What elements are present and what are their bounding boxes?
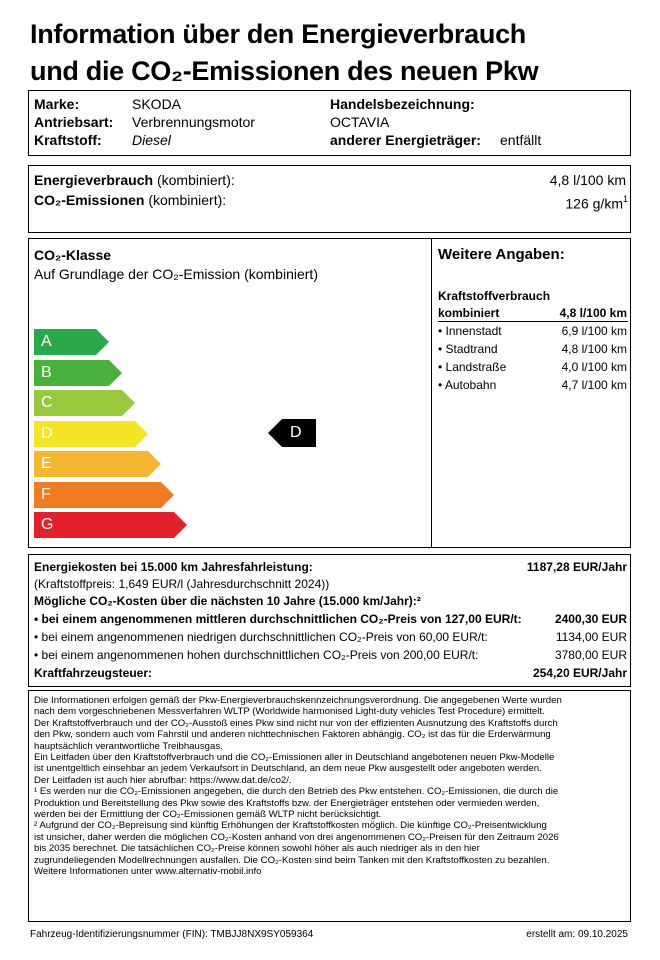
legal-info-line: Der Kraftstoffverbrauch und der CO₂-Ausstoß eines Pkw sind nicht nur von der effizienten Ausnutzung des Kraftstoffs durch [34, 717, 558, 729]
verbrauch-row-label: • Innenstadt [438, 324, 502, 338]
co2-class-bar-label: A [41, 333, 52, 350]
kraftstoffpreis-note: (Kraftstoffpreis: 1,649 EUR/l (Jahresdurchschnitt 2024)) [34, 577, 330, 591]
title-line-1: Information über den Energieverbrauch [30, 19, 526, 49]
handelsbezeichnung-label: Handelsbezeichnung: [330, 96, 475, 112]
costs-box [28, 554, 631, 687]
legal-info-line: ² Aufgrund der CO₂-Bepreisung sind künftig Erhöhungen der Kraftstoffkosten möglich. Die künftige CO₂-Preisentwicklung [34, 820, 547, 832]
co2-kosten-niedrig-label: • bei einem angenommenen niedrigen durchschnittlichen CO₂-Preis von 60,00 EUR/t: [34, 630, 488, 644]
co2-class-bar-label: B [41, 363, 52, 381]
co2-kosten-mittel-label: • bei einem angenommenen mittleren durchschnittlichen CO₂-Preis von 127,00 EUR/t: [34, 612, 522, 626]
co2-class-bar-a [34, 329, 109, 355]
legal-info-line: werden bei der Ermittlung der CO₂-Emissionen gemäß WLTP nicht berücksichtigt. [34, 809, 382, 821]
antriebsart-label: Antriebsart: [34, 114, 114, 130]
co2-class-bar-label: D [41, 424, 53, 442]
current-class-indicator [268, 419, 316, 452]
created-date: erstellt am: 09.10.2025 [526, 929, 628, 940]
legal-info-line: ist unsicher, daher werden die möglichen CO₂-Kosten anhand von drei angenommenen CO₂-Preisen für den Zeitraum 2026 [34, 831, 559, 843]
weitere-angaben-heading: Weitere Angaben: [438, 246, 565, 263]
kraftstoff-label: Kraftstoff: [34, 132, 102, 148]
legal-info-line: bis 2035 berechnet. Die tatsächlichen CO₂-Preise können sowohl höher als auch niedriger als in den hier [34, 843, 480, 855]
legal-info-line: Weitere Informationen unter www.alternativ-mobil.info [34, 866, 262, 878]
energiekosten-label: Energiekosten bei 15.000 km Jahresfahrleistung: [34, 560, 313, 574]
co2-class-bar-e [34, 451, 161, 477]
co2-class-bar-f [34, 482, 174, 508]
co2-kosten-label: Mögliche CO₂-Kosten über die nächsten 10 Jahre (15.000 km/Jahr):² [34, 594, 421, 608]
co2-kosten-niedrig-value: 1134,00 EUR [555, 630, 627, 644]
verbrauch-row-value: 4,8 l/100 km [559, 306, 627, 320]
page-title [30, 16, 640, 90]
legal-info-line: Die Informationen erfolgen gemäß der Pkw-Energieverbrauchskennzeichnungsverordnung. Die angegebenen Werte wurden [34, 695, 562, 706]
legal-info-text [34, 695, 562, 878]
verbrauch-row-value: 4,0 l/100 km [561, 360, 627, 374]
legal-info-line: Produktion und Bereitstellung des Pkw sowie des Kraftstoffs bzw. der Energieträger entstehen oder vermieden werden, [34, 797, 540, 809]
co2-class-bar-label: C [41, 394, 53, 411]
co2-class-box [28, 238, 631, 548]
verbrauch-row-label: • Stadtrand [438, 342, 498, 356]
legal-info-box [28, 690, 631, 922]
energieverbrauch-value: 4,8 l/100 km [549, 172, 626, 188]
kraftstoffverbrauch-subheading: Kraftstoffverbrauch [438, 289, 551, 303]
kraftfahrzeugsteuer-value: 254,20 EUR/Jahr [532, 666, 627, 680]
verbrauch-row-label: • Landstraße [438, 360, 507, 374]
verbrauch-row-value: 4,8 l/100 km [561, 342, 627, 356]
co2-kosten-hoch-label: • bei einem angenommenen hohen durchschnittlichen CO₂-Preis von 200,00 EUR/t: [34, 648, 479, 662]
current-class-label: D [290, 424, 302, 441]
co2-class-divider [431, 239, 432, 547]
anderer-energietraeger-value: entfällt [500, 132, 542, 148]
energiekosten-value: 1187,28 EUR/Jahr [526, 560, 627, 574]
legal-info-line: den Pkw, sondern auch vom Fahrstil und anderen nichttechnischen Faktoren abhängig. CO₂ ist das für die Erderwärmung [34, 729, 551, 741]
consumption-box [28, 165, 631, 233]
co2-class-bar-label: F [41, 485, 51, 503]
anderer-energietraeger-label: anderer Energieträger: [330, 132, 481, 148]
fin-text: Fahrzeug-Identifizierungsnummer (FIN): TMBJJ8NX9SY059364 [30, 929, 314, 940]
co2-class-bar-c [34, 390, 135, 416]
legal-info-line: ¹ Es werden nur die CO₂-Emissionen angegeben, die durch den Betrieb des Pkw entstehen. CO₂-Emissionen, die durch die [34, 786, 559, 798]
legal-info-line: Ein Leitfaden über den Kraftstoffverbrauch und die CO₂-Emissionen aller in Deutschland angebotenen neuen Pkw-Modelle [34, 752, 555, 764]
co2-class-bar-d [34, 421, 148, 447]
co2-emissionen-label: CO₂-Emissionen (kombiniert): [34, 192, 227, 208]
co2-class-subheading: Auf Grundlage der CO₂-Emission (kombiniert) [34, 266, 318, 282]
co2-kosten-mittel-value: 2400,30 EUR [554, 612, 627, 626]
antriebsart-value: Verbrennungsmotor [132, 114, 255, 130]
co2-class-bar-label: E [41, 455, 52, 472]
co2-class-bar-label: G [41, 516, 54, 533]
co2-class-heading: CO₂-Klasse [34, 247, 112, 263]
handelsbezeichnung-value: OCTAVIA [330, 114, 390, 130]
legal-info-line: Der Leitfaden ist auch hier abrufbar: https://www.dat.de/co2/. [34, 774, 292, 786]
verbrauch-row-value: 4,7 l/100 km [561, 378, 627, 392]
co2-kosten-hoch-value: 3780,00 EUR [554, 648, 627, 662]
verbrauch-row-value: 6,9 l/100 km [561, 324, 627, 338]
co2-class-bar-g [34, 512, 187, 538]
energieverbrauch-label: Energieverbrauch (kombiniert): [34, 172, 235, 188]
co2-class-bar-b [34, 360, 122, 386]
legal-info-line: hauptsächlich verantwortliche Treibhausgas. [34, 740, 223, 752]
kraftfahrzeugsteuer-label: Kraftfahrzeugsteuer: [34, 666, 153, 680]
verbrauch-row-label: • Autobahn [438, 378, 497, 392]
vehicle-info-box [28, 90, 631, 156]
kombiniert-underline [438, 321, 628, 322]
legal-info-line: ist unentgeltlich einsehbar an jedem Verkaufsort in Deutschland, an dem neue Pkw ausgestellt oder angeboten werden. [34, 763, 542, 775]
marke-value: SKODA [132, 96, 182, 112]
kraftstoff-value: Diesel [132, 132, 171, 148]
marke-label: Marke: [34, 96, 80, 112]
legal-info-line: nach dem vorgeschriebenen Messverfahren WLTP (Worldwide harmonised Light-duty vehicles Test Procedure) ermittelt. [34, 706, 545, 718]
title-line-2: und die CO₂-Emissionen des neuen Pkw [30, 56, 539, 86]
co2-emissionen-value: 126 $g/km^1$ [565, 194, 628, 212]
legal-info-line: zugrundeliegenden Modellrechnungen ausfallen. Die CO₂-Kosten sind beim Tanken mit den Kraftstoffkosten zu bezahlen. [34, 854, 550, 866]
verbrauch-row-label: kombiniert [438, 306, 500, 320]
